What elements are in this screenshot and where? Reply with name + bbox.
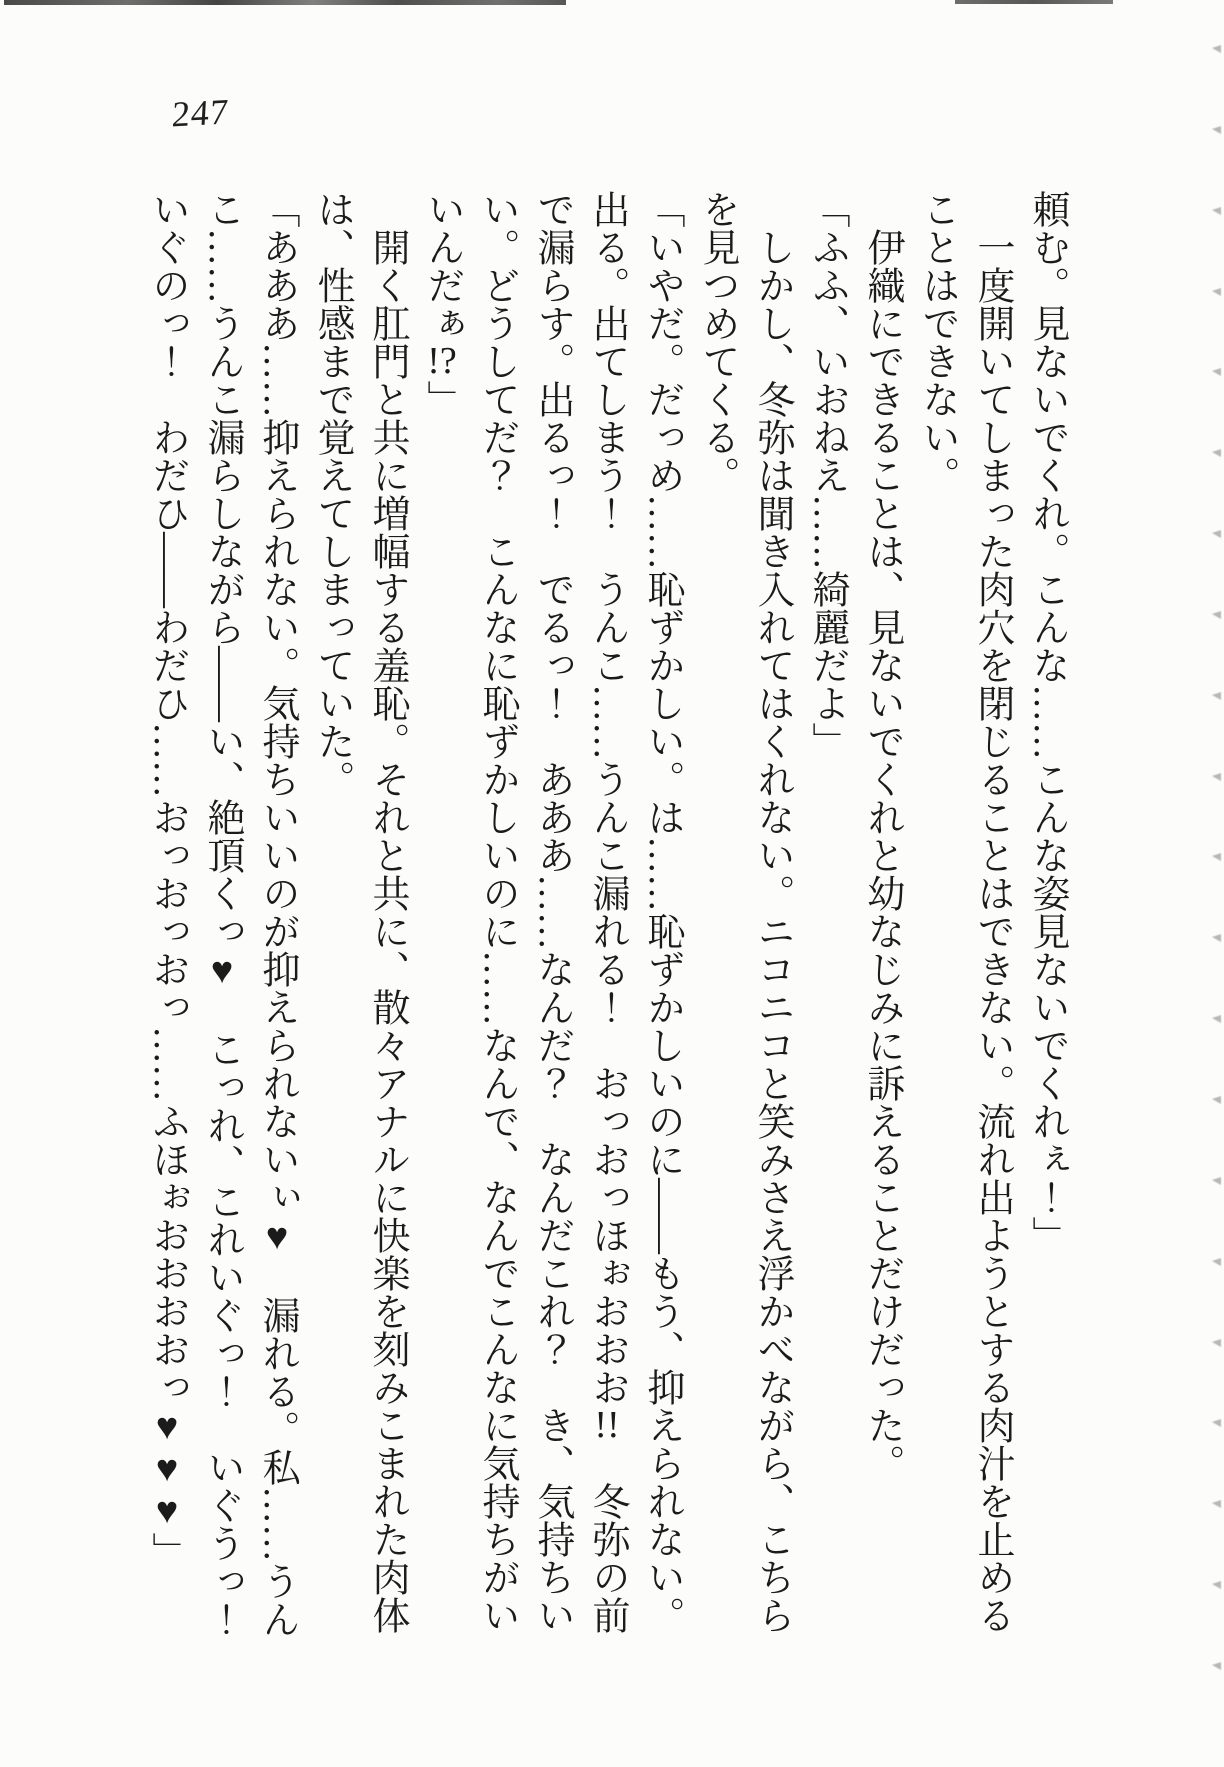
edge-artifact-mark [1212,207,1221,215]
heart-symbol: ♥ [256,1216,298,1258]
heart-symbol: ♥ [146,1448,188,1490]
edge-artifact-mark [1212,1339,1221,1347]
edge-artifact-mark [1212,853,1221,861]
tatechuyoko: !! [594,1406,620,1444]
paragraph: 伊織にできることは、見ないでくれと幼なじみに訴えることだけだった。 [861,228,903,1482]
edge-artifact-mark [1212,692,1221,700]
paragraph: 開く肛門と共に増幅する羞恥。それと共に、散々アナルに快楽を刻みこまれた肉体は、性感まで覚えてしまっていた。 [311,190,408,1634]
edge-artifact-mark [1212,611,1221,619]
heart-symbol: ♥ [146,1406,188,1448]
paragraph: 「あああ……抑えられない。気持ちいいのが抑えられないぃ♥ 漏れる。私……うんこ……うんこ漏らしながら——い、絶頂くっ♥ こっれ、これいぐっ！ いぐうっ！ いぐのっ！ わだひ——わだひ……おっおっおっ……ふほぉおおおおっ♥♥♥」 [146,190,298,1676]
paragraph: 「ふふ、いおねえ……綺麗だよ」 [806,190,848,760]
edge-artifact-mark [1212,288,1221,296]
heart-symbol: ♥ [201,950,243,992]
edge-artifact-mark [1212,1419,1221,1427]
paragraph: 一度開いてしまった肉穴を閉じることはできない。流れ出ようとする肉汁を止めることはできない。 [916,190,1013,1634]
edge-artifact-mark [1212,1581,1221,1589]
paragraph: しかし、冬弥は聞き入れてはくれない。ニコニコと笑みさえ浮かべながら、こちらを見つめてくる。 [696,190,793,1634]
edge-artifact-mark [1212,773,1221,781]
top-edge-scan-artifact [955,0,1113,4]
paragraph: 「いやだ。だっめ……恥ずかしい。は……恥ずかしいのに——もう、抑えられない。出る。出てしまう！ うんこ……うんこ漏れる！ おっおっほぉおおお!! 冬弥の前で漏らす。出るっ！ でるっ！ あああ……なんだ？ なんだこれ？ き、気持ちいい。どうしてだ？ こんなに恥ずかしいのに……なんで、なんでこんなに気持ちがいいんだぁ!?」 [421,190,683,1634]
edge-artifact-mark [1212,449,1221,457]
edge-artifact-mark [1212,1500,1221,1508]
edge-artifact-mark [1212,1258,1221,1266]
text-block [139,190,1074,1676]
top-edge-scan-artifact [4,0,566,5]
edge-artifact-mark [1212,45,1221,53]
page-number: 247 [170,91,231,135]
edge-artifact-mark [1212,934,1221,942]
edge-artifact-mark [1212,1096,1221,1104]
edge-artifact-mark [1212,1177,1221,1185]
edge-artifact-mark [1212,126,1221,134]
edge-artifact-mark [1212,530,1221,538]
tatechuyoko: !? [427,342,457,380]
paragraph: 頼む。見ないでくれ。こんな……こんな姿見ないでくれぇ！」 [1026,190,1068,1254]
edge-artifact-mark [1212,1015,1221,1023]
right-edge-scan-artifacts [1207,45,1221,1670]
heart-symbol: ♥ [146,1490,188,1532]
edge-artifact-mark [1212,1662,1221,1670]
edge-artifact-mark [1212,368,1221,376]
